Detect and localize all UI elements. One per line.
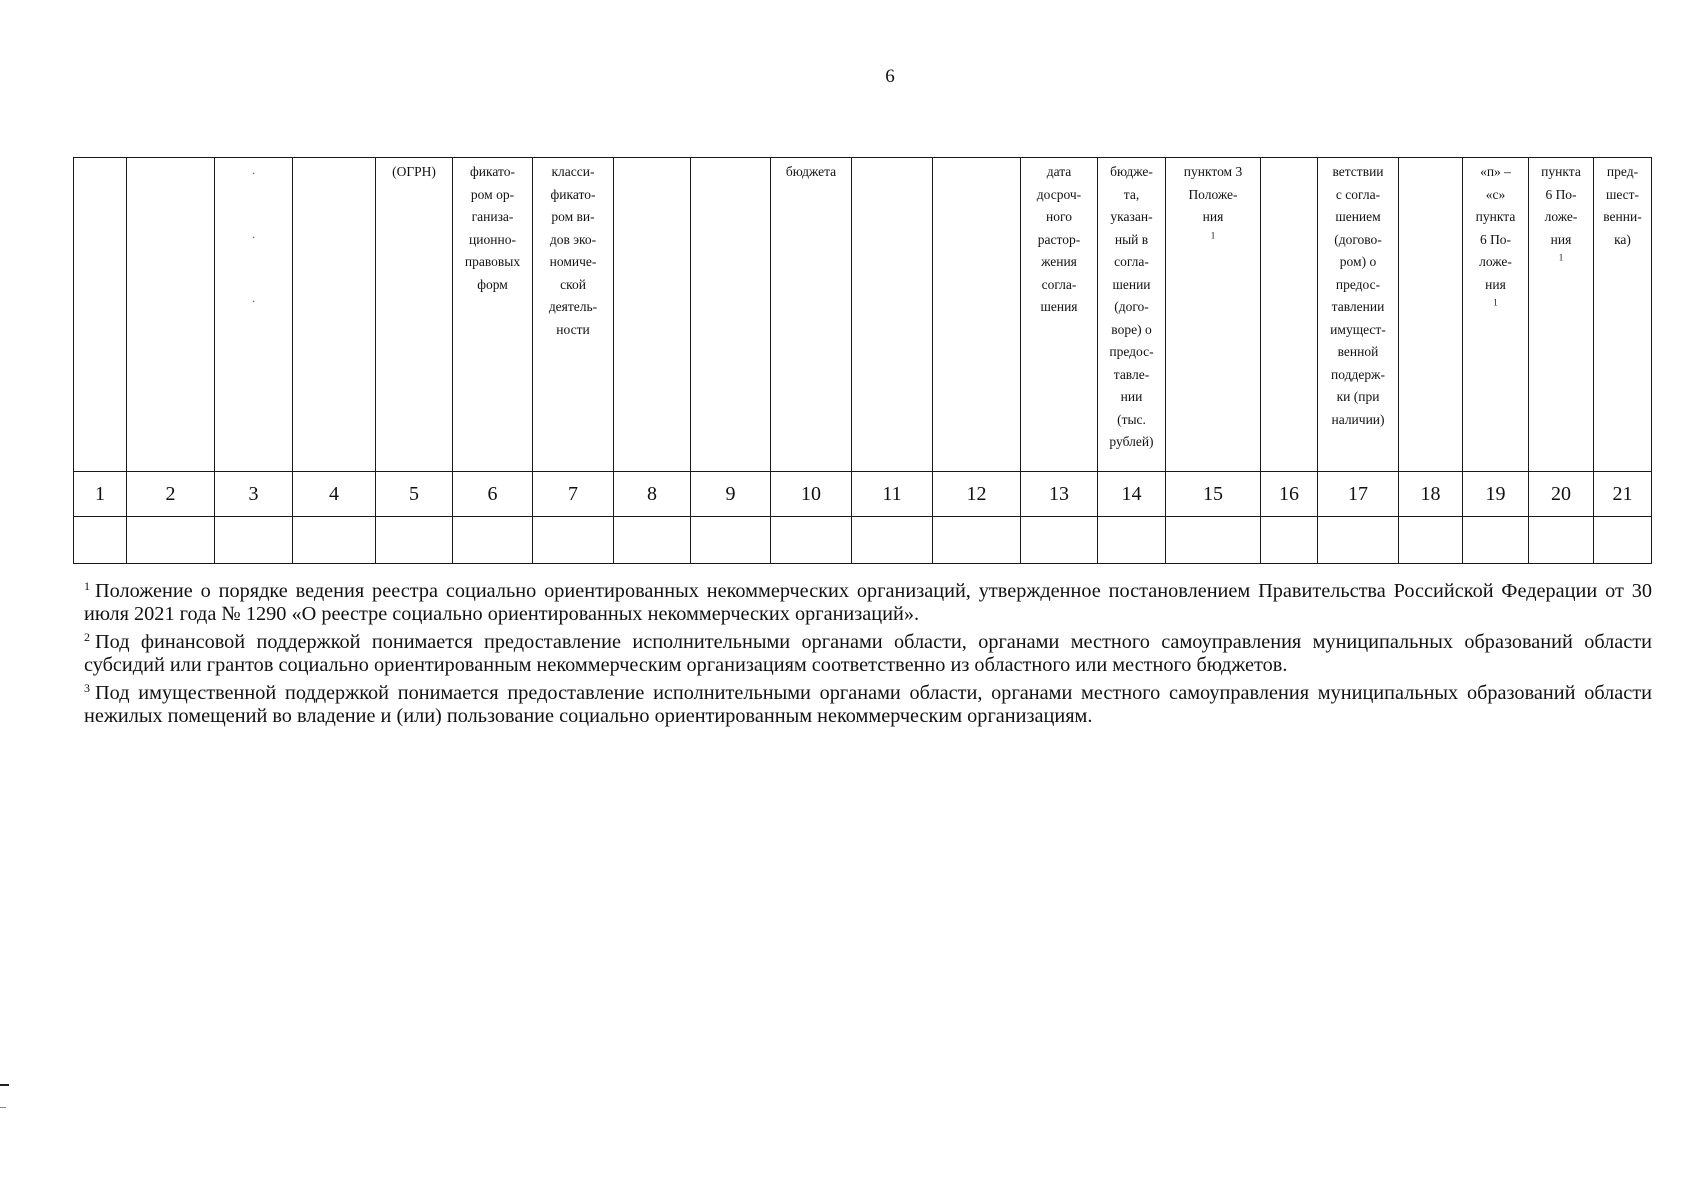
header-cell-14: бюдже- та, указан- ный в согла- шении (дого- воре) о предос- тавле- нии (тыс. рублей) [1098, 158, 1166, 472]
header-cell-10: бюджета [771, 158, 852, 472]
header-cell-6: фикато- ром ор- ганиза- ционно- правовых форм [453, 158, 533, 472]
column-number: 9 [691, 472, 771, 517]
table-row [74, 517, 1652, 564]
table-cell [1021, 517, 1098, 564]
margin-mark [0, 1084, 9, 1086]
header-cell-13: дата досроч- ного растор- жения согла- шения [1021, 158, 1098, 472]
column-number: 15 [1166, 472, 1261, 517]
header-cell-5: (ОГРН) [376, 158, 453, 472]
table-cell [1098, 517, 1166, 564]
header-cell-21: пред- шест- венни- ка) [1594, 158, 1652, 472]
footnote-ref: 1 [1558, 252, 1564, 263]
header-cell-17: ветствии с согла- шением (догово- ром) о предос- тавлении имущест- венной поддерж- ки (при наличии) [1318, 158, 1399, 472]
footnote-ref: 1 [1210, 230, 1216, 240]
header-cell-18 [1399, 158, 1463, 472]
header-cell-16 [1261, 158, 1318, 472]
footnote-3 [84, 677, 1652, 728]
footnote-mark: 3 [84, 681, 90, 695]
footnote-text: Под финансовой поддержкой понимается предоставление исполнительными органами области, органами местного самоуправления муниципальных образований области субсидий или грантов социально ориентированным некоммерческим организациям соответственно из областного или местного бюджетов. [84, 631, 1652, 676]
scan-speck: · [251, 230, 256, 244]
column-number: 4 [293, 472, 376, 517]
table-cell [614, 517, 691, 564]
header-cell-3 [215, 158, 293, 472]
registry-table [73, 157, 1652, 564]
footnote-mark: 2 [84, 630, 90, 644]
column-number: 10 [771, 472, 852, 517]
scan-speck: · [251, 294, 256, 308]
column-number: 3 [215, 472, 293, 517]
header-cell-15: пунктом 3 Положе- ния $^1$ [1166, 158, 1261, 472]
table-cell [1166, 517, 1261, 564]
table-cell [1261, 517, 1318, 564]
column-number: 5 [376, 472, 453, 517]
column-number: 12 [933, 472, 1021, 517]
column-number: 20 [1529, 472, 1594, 517]
column-number-row [74, 472, 1652, 517]
header-cell-12 [933, 158, 1021, 472]
header-cell-1 [74, 158, 127, 472]
page-number: 6 [885, 66, 895, 87]
column-number: 16 [1261, 472, 1318, 517]
table-header-row [74, 158, 1652, 472]
header-cell-9 [691, 158, 771, 472]
table-cell [1399, 517, 1463, 564]
table-cell [74, 517, 127, 564]
table-cell [533, 517, 614, 564]
column-number: 19 [1463, 472, 1529, 517]
footnote-1 [84, 575, 1652, 626]
header-cell-11 [852, 158, 933, 472]
footnotes [84, 575, 1652, 728]
header-cell-19: «п» – «с» пункта 6 По- ложе- ния $^1$ [1463, 158, 1529, 472]
table-cell [933, 517, 1021, 564]
column-number: 21 [1594, 472, 1652, 517]
column-number: 1 [74, 472, 127, 517]
table-cell [1529, 517, 1594, 564]
column-number: 11 [852, 472, 933, 517]
table-cell [293, 517, 376, 564]
table-cell [376, 517, 453, 564]
column-number: 8 [614, 472, 691, 517]
table-cell [1318, 517, 1399, 564]
footnote-text: Под имущественной поддержкой понимается предоставление исполнительными органами области, органами местного самоуправления муниципальных образований области нежилых помещений во владение и (или) пользование социально ориентированным некоммерческим организациям. [84, 682, 1652, 727]
table-cell [1594, 517, 1652, 564]
margin-mark [0, 1107, 6, 1108]
table-cell [1463, 517, 1529, 564]
table-cell [691, 517, 771, 564]
column-number: 14 [1098, 472, 1166, 517]
table-cell [771, 517, 852, 564]
scan-speck: · [251, 166, 256, 180]
footnote-mark: 1 [84, 579, 90, 593]
column-number: 18 [1399, 472, 1463, 517]
footnote-ref: 1 [1493, 297, 1498, 308]
column-number: 17 [1318, 472, 1399, 517]
column-number: 2 [127, 472, 215, 517]
table-cell [127, 517, 215, 564]
table-cell [453, 517, 533, 564]
header-cell-20: пункта 6 По- ложе- ния $^1$ [1529, 158, 1594, 472]
header-cell-8 [614, 158, 691, 472]
footnote-text: Положение о порядке ведения реестра социально ориентированных некоммерческих организаций, утвержденное постановлением Правительства Российской Федерации от 30 июля 2021 года № 1290 «О реестре социально ориентированных некоммерческих организаций». [84, 580, 1652, 625]
footnote-2 [84, 626, 1652, 677]
header-cell-2 [127, 158, 215, 472]
column-number: 13 [1021, 472, 1098, 517]
table-cell [215, 517, 293, 564]
header-cell-4 [293, 158, 376, 472]
header-cell-7: класси- фикато- ром ви- дов эко- номиче- ской деятель- ности [533, 158, 614, 472]
table-cell [852, 517, 933, 564]
column-number: 6 [453, 472, 533, 517]
column-number: 7 [533, 472, 614, 517]
